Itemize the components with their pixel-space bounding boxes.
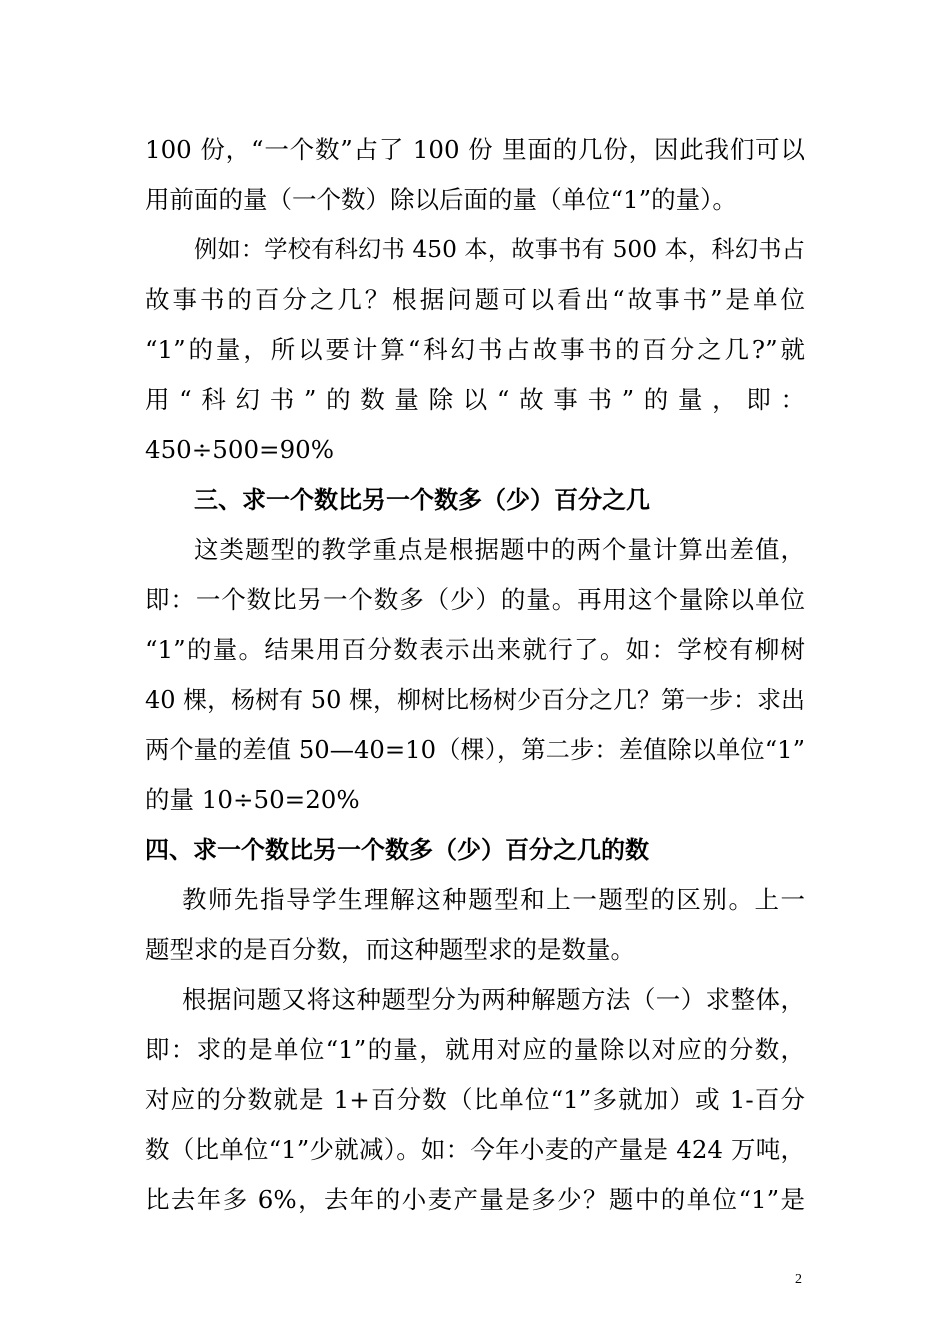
- text-line: 故事书的百分之几？根据问题可以看出“故事书”是单位: [145, 285, 805, 314]
- text-line: 用前面的量（一个数）除以后面的量（单位“1”的量）。: [145, 185, 737, 214]
- text-line: “1”的量。结果用百分数表示出来就行了。如：学校有柳树: [145, 635, 805, 664]
- section-heading-3: 三、求一个数比另一个数多（少）百分之几: [194, 486, 650, 514]
- text-line: 题型求的是百分数，而这种题型求的是数量。: [145, 935, 635, 964]
- text-line: 对应的分数就是 1+百分数（比单位“1”多就加）或 1-百分: [145, 1085, 805, 1114]
- text-line: 100 份，“一个数”占了 100 份 里面的几份，因此我们可以: [145, 135, 805, 164]
- text-line: 用“科幻书”的数量除以“故事书”的量，即：: [145, 385, 805, 414]
- text-line: 比去年多 6%，去年的小麦产量是多少？题中的单位“1”是: [145, 1185, 805, 1214]
- text-line: 数（比单位“1”少就减）。如：今年小麦的产量是 424 万吨，: [145, 1135, 805, 1164]
- paragraph-first-line: 这类题型的教学重点是根据题中的两个量计算出差值，: [194, 535, 805, 564]
- text-line: 450÷500=90%: [145, 435, 335, 464]
- text-line: 即：一个数比另一个数多（少）的量。再用这个量除以单位: [145, 585, 805, 614]
- section-heading-4: 四、求一个数比另一个数多（少）百分之几的数: [145, 836, 649, 864]
- paragraph-first-line: 例如：学校有科幻书 450 本，故事书有 500 本，科幻书占: [194, 236, 805, 263]
- text-line: 的量 10÷50=20%: [145, 785, 360, 814]
- text-line: 即：求的是单位“1”的量，就用对应的量除以对应的分数，: [145, 1035, 805, 1064]
- text-line: 40 棵，杨树有 50 棵，柳树比杨树少百分之几？第一步：求出: [145, 686, 805, 714]
- paragraph-first-line: 教师先指导学生理解这种题型和上一题型的区别。上一: [182, 885, 805, 914]
- text-line: “1”的量，所以要计算“科幻书占故事书的百分之几?”就: [145, 335, 805, 364]
- paragraph-first-line: 根据问题又将这种题型分为两种解题方法（一）求整体，: [182, 985, 805, 1014]
- page-number: 2: [795, 1272, 802, 1287]
- text-line: 两个量的差值 50—40=10（棵），第二步：差值除以单位“1”: [145, 735, 805, 764]
